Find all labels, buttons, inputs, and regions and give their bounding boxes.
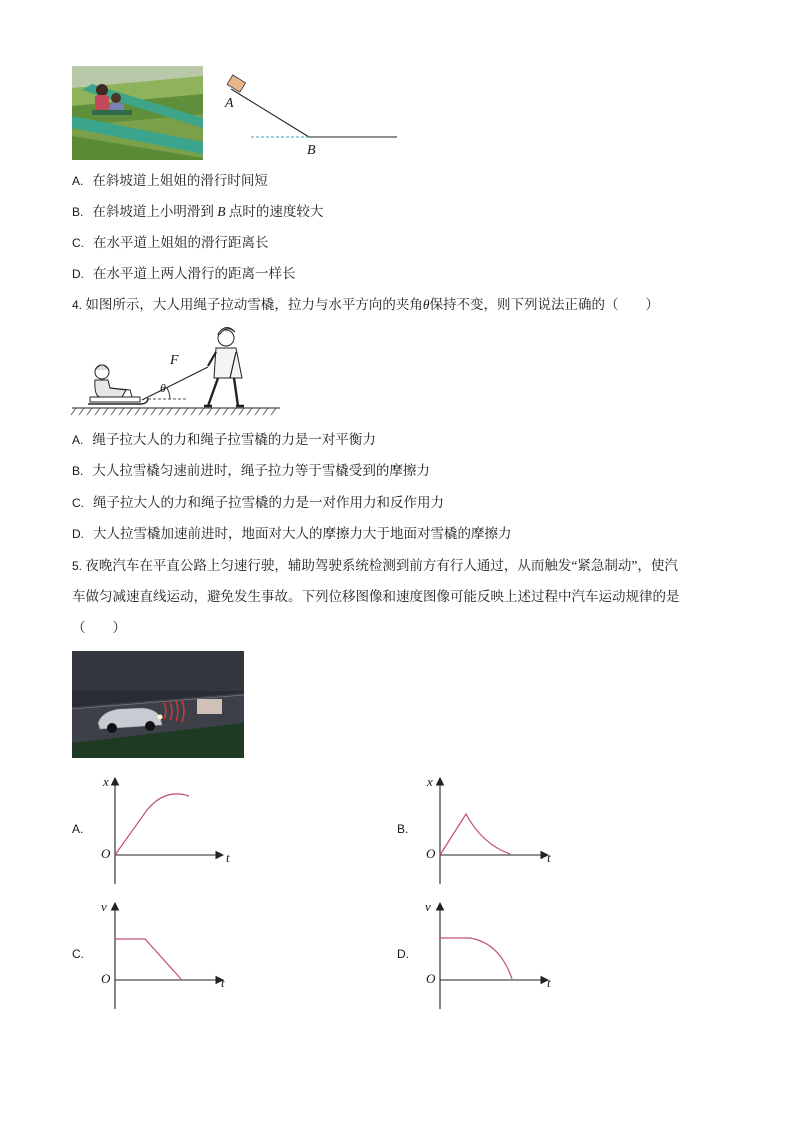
graph-d-option-label[interactable]: D. — [397, 947, 409, 961]
graph-a-x-axis-label: t — [226, 850, 230, 865]
graph-c-y-axis-label: v — [101, 899, 107, 914]
graph-b-curve — [440, 814, 510, 855]
graph-d-y-axis-label: v — [425, 899, 431, 914]
q4-option-b[interactable]: B. 大人拉雪橇匀速前进时，绳子拉力等于雪橇受到的摩擦力 — [72, 463, 430, 478]
graph-c-option-label[interactable]: C. — [72, 947, 84, 961]
q4-option-c[interactable]: C. 绳子拉大人的力和绳子拉雪橇的力是一对作用力和反作用力 — [72, 495, 444, 510]
question-5-stem-line3: （ ） — [72, 620, 126, 635]
q3-option-a[interactable]: A. 在斜坡道上姐姐的滑行时间短 — [72, 173, 268, 188]
graph-d-x-axis-label: t — [547, 975, 551, 990]
graph-b-origin-label: O — [426, 846, 436, 861]
sled-pull-figure — [70, 320, 285, 420]
angle-theta-label: θ — [160, 381, 166, 395]
graph-c — [95, 897, 245, 1012]
graph-b-option-label[interactable]: B. — [397, 822, 409, 836]
graph-c-curve — [115, 939, 181, 979]
graph-a-origin-label: O — [101, 846, 111, 861]
question-4-stem: 4. 如图所示，大人用绳子拉动雪橇，拉力与水平方向的夹角θ保持不变，则下列说法正确的（ ） — [72, 297, 660, 312]
graph-b-y-axis-label: x — [427, 774, 433, 789]
force-f-label: F — [170, 353, 179, 368]
graph-d-origin-label: O — [426, 971, 436, 986]
q3-option-d[interactable]: D. 在水平道上两人滑行的距离一样长 — [72, 266, 296, 281]
graph-b — [420, 772, 570, 887]
graph-d — [420, 897, 570, 1012]
question-5-stem-line1: 5. 夜晚汽车在平直公路上匀速行驶，辅助驾驶系统检测到前方有行人通过，从而触发“紧急制动”，使汽 — [72, 558, 678, 573]
graph-a-y-axis-label: x — [103, 774, 109, 789]
graph-a — [95, 772, 245, 887]
point-a-label: A — [225, 96, 234, 111]
slide-photo — [72, 66, 203, 160]
graph-a-option-label[interactable]: A. — [72, 822, 84, 836]
q3-option-c[interactable]: C. 在水平道上姐姐的滑行距离长 — [72, 235, 269, 250]
graph-b-x-axis-label: t — [547, 850, 551, 865]
q4-option-a[interactable]: A. 绳子拉大人的力和绳子拉雪橇的力是一对平衡力 — [72, 432, 376, 447]
graph-c-origin-label: O — [101, 971, 111, 986]
question-5-stem-line2: 车做匀减速直线运动，避免发生事故。下列位移图像和速度图像可能反映上述过程中汽车运动规律的是 — [72, 589, 680, 604]
q4-option-d[interactable]: D. 大人拉雪橇加速前进时，地面对大人的摩擦力大于地面对雪橇的摩擦力 — [72, 526, 512, 541]
graph-a-curve — [115, 794, 189, 855]
night-car-photo — [72, 651, 244, 758]
sliding-block — [227, 75, 246, 92]
q3-option-b[interactable]: B. 在斜坡道上小明滑到 B 点时的速度较大 — [72, 204, 324, 219]
graph-d-curve — [440, 938, 512, 979]
point-b-label: B — [307, 143, 316, 158]
graph-c-x-axis-label: t — [221, 975, 225, 990]
